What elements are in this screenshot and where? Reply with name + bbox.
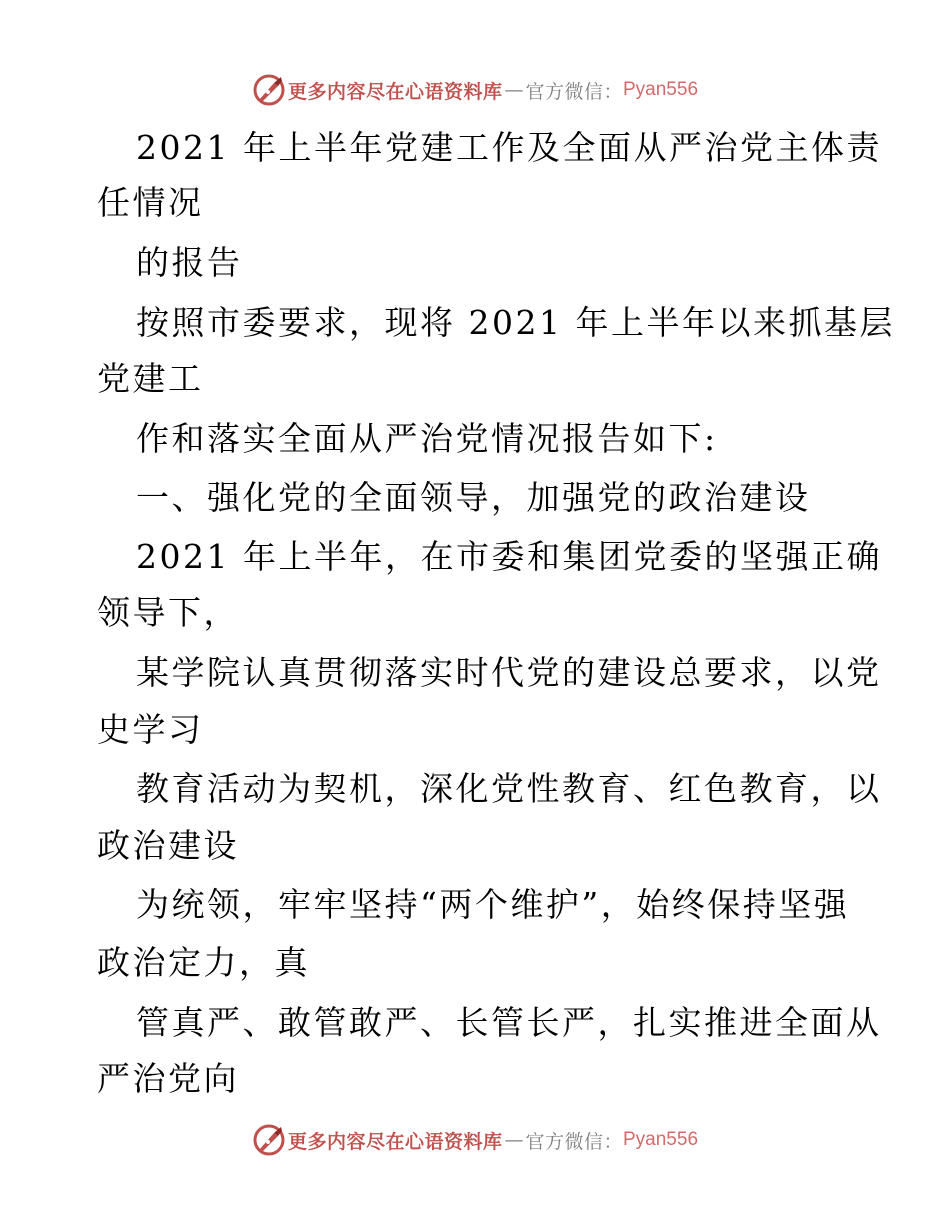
- wechat-id: Pyan556: [623, 1129, 699, 1150]
- text-line: 某学院认真贯彻落实时代党的建设总要求，以党: [136, 653, 882, 692]
- text-line: 任情况: [97, 183, 204, 222]
- quill-pen-logo-icon: [252, 1123, 286, 1157]
- text-line: 教育活动为契机，深化党性教育、红色教育，以: [136, 769, 882, 808]
- wechat-label: 官方微信：: [525, 1130, 623, 1153]
- text-line: 严治党向: [97, 1059, 239, 1098]
- footer-banner: [0, 1120, 950, 1160]
- text-line: 2021 年上半年，在市委和集团党委的坚强正确: [136, 537, 882, 576]
- text-line: 2021 年上半年党建工作及全面从严治党主体责: [136, 128, 882, 167]
- text-line: 为统领，牢牢坚持“两个维护”，始终保持坚强: [136, 885, 850, 924]
- text-line: 管真严、敢管敢严、长管长严，扎实推进全面从: [136, 1003, 882, 1042]
- header-banner: [0, 70, 950, 110]
- quill-pen-logo-icon: [252, 73, 286, 107]
- text-line: 政治建设: [97, 826, 239, 865]
- banner-separator: —: [504, 1129, 524, 1151]
- text-line: 按照市委要求，现将 2021 年上半年以来抓基层: [136, 303, 895, 342]
- text-line: 党建工: [97, 359, 204, 398]
- wechat-label: 官方微信：: [525, 80, 623, 103]
- text-line: 领导下，: [97, 593, 239, 632]
- promo-text: 更多内容尽在心语资料库: [287, 80, 503, 103]
- banner-separator: —: [504, 79, 524, 101]
- promo-text: 更多内容尽在心语资料库: [287, 1130, 503, 1153]
- text-line: 一、强化党的全面领导，加强党的政治建设: [136, 478, 811, 517]
- text-line: 作和落实全面从严治党情况报告如下:: [136, 419, 718, 458]
- wechat-id: Pyan556: [623, 79, 699, 100]
- text-line: 的报告: [136, 243, 243, 282]
- text-line: 史学习: [97, 710, 204, 749]
- text-line: 政治定力，真: [97, 943, 310, 982]
